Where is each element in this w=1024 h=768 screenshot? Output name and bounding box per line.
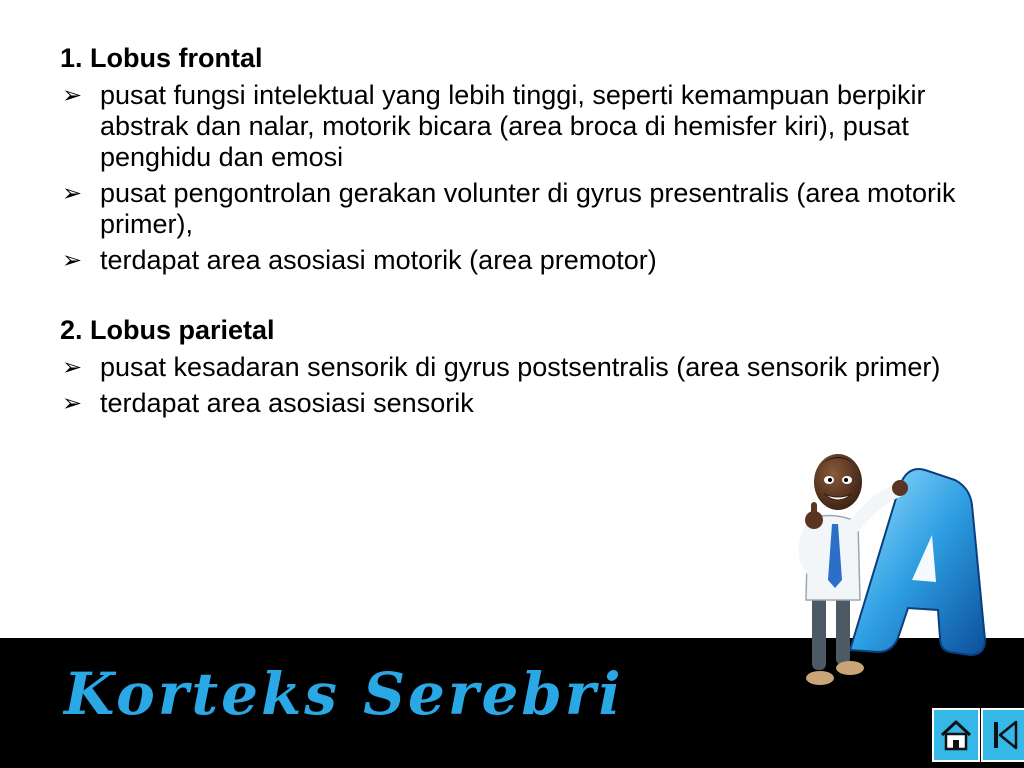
- first-slide-button[interactable]: [981, 708, 1024, 762]
- bullet-list: [60, 80, 960, 276]
- arrow-bullet-icon: ➢: [62, 247, 83, 274]
- list-item: [60, 352, 960, 383]
- arrow-bullet-icon: ➢: [62, 354, 83, 381]
- bullet-text: pusat pengontrolan gerakan volunter di gyrus presentralis (area motorik primer),: [100, 178, 956, 239]
- mascot-with-letter-a-icon: [780, 440, 1010, 695]
- slide-title: Korteks Serebri: [64, 660, 624, 728]
- skip-to-first-icon: [989, 717, 1021, 753]
- section-heading: 1. Lobus frontal: [60, 43, 263, 73]
- section-frontal: [60, 40, 960, 276]
- slide-content: [60, 40, 960, 424]
- arrow-bullet-icon: ➢: [62, 82, 83, 109]
- home-button[interactable]: [932, 708, 980, 762]
- list-item: [60, 245, 960, 276]
- list-item: [60, 80, 960, 173]
- bullet-text: terdapat area asosiasi sensorik: [100, 388, 474, 418]
- bullet-text: terdapat area asosiasi motorik (area premotor): [100, 245, 657, 275]
- section-parietal: [60, 312, 960, 419]
- list-item: [60, 388, 960, 419]
- list-item: [60, 178, 960, 240]
- home-icon: [938, 717, 974, 753]
- bullet-list: [60, 352, 960, 419]
- section-heading: 2. Lobus parietal: [60, 315, 275, 345]
- bullet-text: pusat kesadaran sensorik di gyrus postsentralis (area sensorik primer): [100, 352, 941, 382]
- bullet-text: pusat fungsi intelektual yang lebih tinggi, seperti kemampuan berpikir abstrak dan nalar, motorik bicara (area broca di hemisfer kiri), pusat penghidu dan emosi: [100, 80, 926, 172]
- arrow-bullet-icon: ➢: [62, 180, 83, 207]
- arrow-bullet-icon: ➢: [62, 390, 83, 417]
